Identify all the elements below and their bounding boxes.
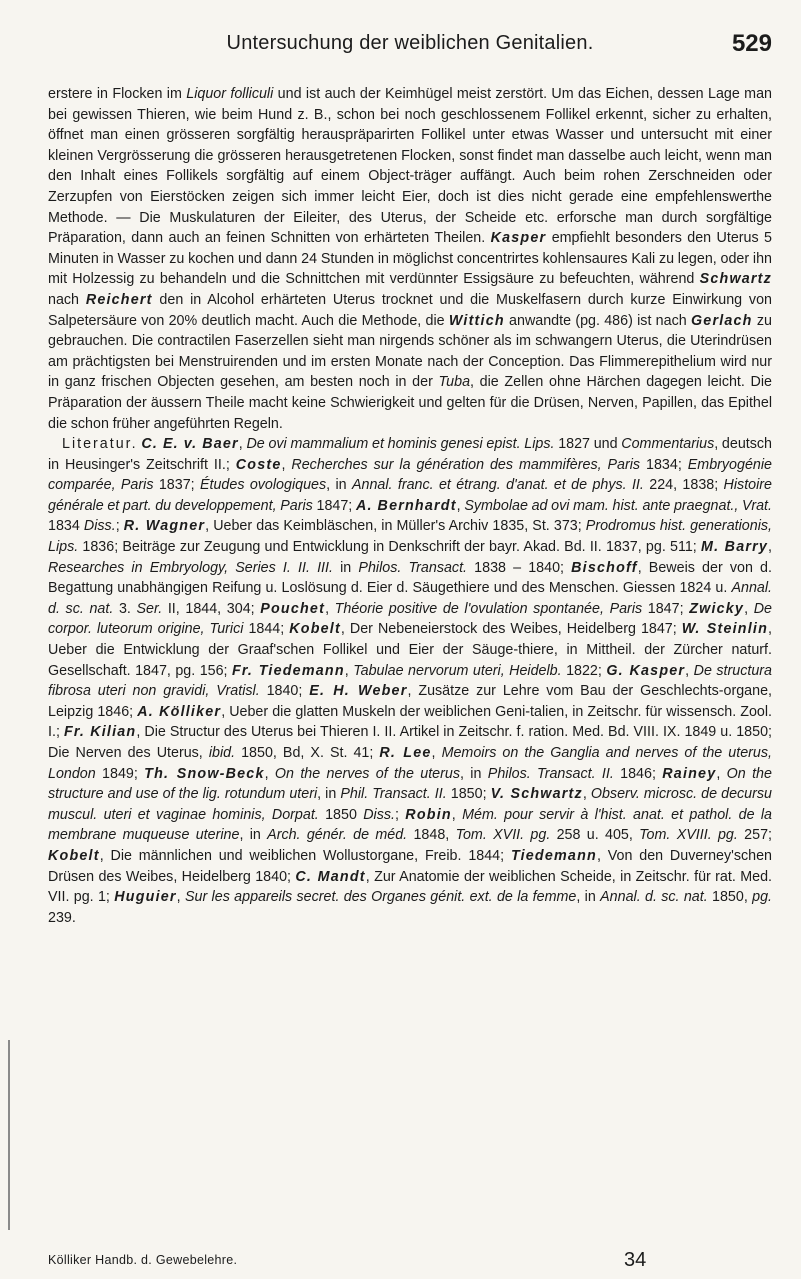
- running-title: Untersuchung der weiblichen Genitalien.: [226, 32, 594, 54]
- paragraph-literature: Literatur. C. E. v. Baer, De ovi mammalium et hominis genesi epist. Lips. 1827 und Commentarius, deutsch in Heusinger's Zeitschrift II.; Coste, Recherches sur la génération des mammifères, Paris 1834; Embryogénie comparée, Paris 1837; Études ovologiques, in Annal. franc. et étrang. d'anat. et de phys. II. 224, 1838; Histoire générale et part. du developpement, Paris 1847; A. Bernhardt, Symbolae ad ovi mam. hist. ante praegnat., Vrat. 1834 Diss.; R. Wagner, Ueber das Keimbläschen, in Müller's Archiv 1835, St. 373; Prodromus hist. generationis, Lips. 1836; Beiträge zur Zeugung und Entwicklung in Denkschrift der bayr. Akad. Bd. II. 1837, pg. 511; M. Barry, Researches in Embryology, Series I. II. III. in Philos. Transact. 1838 – 1840; Bischoff, Beweis der von d. Begattung unabhängigen Reifung u. Loslösung d. Eier d. Säugethiere und des Menschen. Giessen 1824 u. Annal. d. sc. nat. 3. Ser. II, 1844, 304; Pouchet, Théorie positive de l'ovulation spontanée, Paris 1847; Zwicky, De corpor. luteorum origine, Turici 1844; Kobelt, Der Nebeneierstock des Weibes, Heidelberg 1847; W. Steinlin, Ueber die Entwicklung der Graaf'schen Follikel und Eier der Säuge-thiere, in Mittheil. der Zürcher naturf. Gesellschaft. 1847, pg. 156; Fr. Tiedemann, Tabulae nervorum uteri, Heidelb. 1822; G. Kasper, De structura fibrosa uteri non gravidi, Vratisl. 1840; E. H. Weber, Zusätze zur Lehre vom Bau der Geschlechts-organe, Leipzig 1846; A. Kölliker, Ueber die glatten Muskeln der weiblichen Geni-talien, in Zeitschr. für wissensch. Zool. I.; Fr. Kilian, Die Structur des Uterus bei Thieren I. II. Artikel in Zeitschr. f. ration. Med. Bd. VIII. IX. 1849 u. 1850; Die Nerven des Uterus, ibid. 1850, Bd, X. St. 41; R. Lee, Memoirs on the Ganglia and nerves of the uterus, London 1849; Th. Snow-Beck, On the nerves of the uterus, in Philos. Transact. II. 1846; Rainey, On the structure and use of the lig. rotundum uteri, in Phil. Transact. II. 1850; V. Schwartz, Observ. microsc. de decursu muscul. uteri et vaginae hominis, Dorpat. 1850 Diss.; Robin, Mém. pour servir à l'hist. anat. et pathol. de la membrane muqueuse uterine, in Arch. génér. de méd. 1848, Tom. XVII. pg. 258 u. 405, Tom. XVIII. pg. 257; Kobelt, Die männlichen und weiblichen Wollustorgane, Freib. 1844; Tiedemann, Von den Duverney'schen Drüsen des Weibes, Heidelberg 1840; C. Mandt, Zur Anatomie der weiblichen Scheide, in Zeitschr. für rat. Med. VII. pg. 1; Huguier, Sur les appareils secret. des Organes génit. ext. de la femme, in Annal. d. sc. nat. 1850, pg. 239.: [48, 436, 773, 926]
- left-edge-mark: [8, 1040, 10, 1230]
- page-header: [48, 30, 772, 70]
- paragraph-methods: erstere in Flocken im Liquor folliculi und ist auch der Keimhügel meist zerstört. Um das Eichen, dessen Lage man bei gewissen Thieren, wie beim Hund z. B., schon bei noch geschlossenem Follikel erkennt, sicher zu erhalten, öffnet man einen grösseren sorgfältig herauspräparirten Follikel unter etwas Wasser und untersucht mit einer kleinen Vergrösserung die grösseren herausgetretenen Flocken, sonst findet man dasselbe auch leicht, wenn man den Inhalt eines Follikels sorgfältig auf einem Object-träger auffängt. Auch beim rohen Zerschneiden oder Zerzupfen von Eierstöcken zeigen sich immer leicht Eier, doch ist dies nicht gerade eine empfehlenswerthe Methode. — Die Muskulaturen der Eileiter, des Uterus, der Scheide etc. erforsche man durch sorgfältige Präparation, dann auch an feinen Schnitten von erhärteten Theilen. Kasper empfiehlt besonders den Uterus 5 Minuten in Wasser zu kochen und dann 24 Stunden in möglichst concentrirtes kohlensaures Kali zu legen, oder ihn mit Holzessig zu behandeln und die Schnittchen mit verdünnter Essigsäure zu befeuchten, während Schwartz nach Reichert den in Alcohol erhärteten Uterus trocknet und die Muskelfasern durch kurze Einwirkung von Salpetersäure von 20% deutlich macht. Auch die Methode, die Wittich anwandte (pg. 486) ist nach Gerlach zu gebrauchen. Die contractilen Faserzellen sieht man nirgends schöner als im schwangern Uterus, die Uterindrüsen am prächtigsten bei Menstruirenden und im ersten Monate nach der Conception. Das Flimmerepithelium wird nur in ganz frischen Objecten gesehen, am besten noch in der Tuba, die Zellen ohne Härchen dagegen leicht. Die Präparation der äussern Theile macht keine Schwierigkeit und gelten für die Drüsen, Nerven, Papillen, das Epithel die schon früher angeführten Regeln.: [48, 86, 772, 432]
- page-number: 529: [731, 30, 772, 57]
- body-text: [48, 84, 772, 928]
- page-footer: [48, 1249, 772, 1273]
- imprint-line: Kölliker Handb. d. Gewebelehre.: [48, 1253, 238, 1267]
- sheet-signature: 34: [624, 1249, 647, 1271]
- book-page: [48, 0, 772, 1279]
